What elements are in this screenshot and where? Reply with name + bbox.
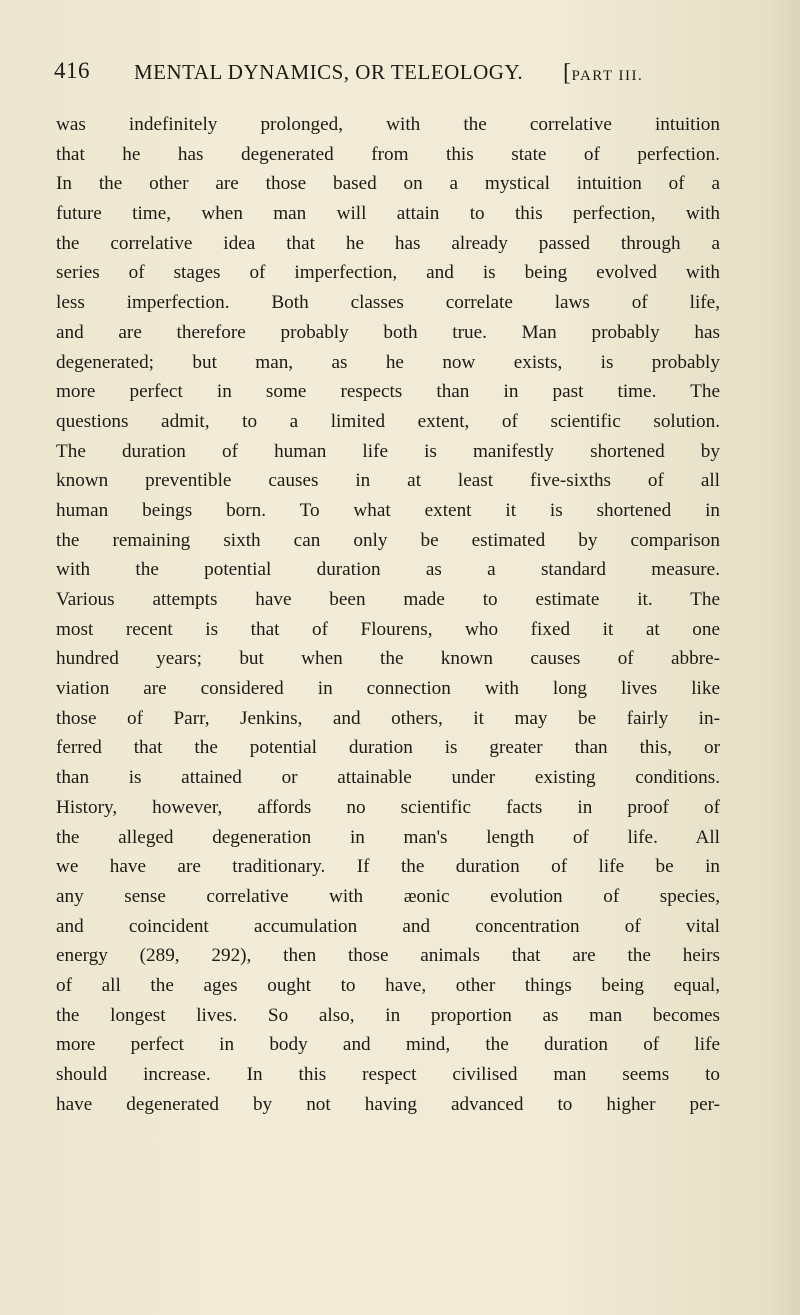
part-label: PART III. xyxy=(571,68,644,84)
text-line: of all the ages ought to have, other things being equal, xyxy=(56,974,720,996)
text-line: than is attained or attainable under existing conditions. xyxy=(56,767,720,789)
text-line: The duration of human life is manifestly shortened by xyxy=(56,440,720,462)
text-line: should increase. In this respect civilised man seems to xyxy=(56,1064,720,1085)
text-line: History, however, affords no scientific facts in proof of xyxy=(56,796,720,818)
text-line: and coincident accumulation and concentration of vital xyxy=(56,915,720,937)
text-line: Various attempts have been made to estimate it. The xyxy=(56,589,720,610)
text-line: more perfect in body and mind, the duration of life xyxy=(56,1034,720,1056)
text-line: with the potential duration as a standard measure. xyxy=(56,559,720,581)
page-number: 416 xyxy=(54,58,90,83)
text-line: that he has degenerated from this state of perfection. xyxy=(56,143,720,165)
text-line: questions admit, to a limited extent, of scientific solution. xyxy=(56,410,720,432)
text-line: and are therefore probably both true. Man probably has xyxy=(56,321,720,343)
text-line: future time, when man will attain to this perfection, with xyxy=(56,203,720,225)
text-line: the longest lives. So also, in proportion as man becomes xyxy=(56,1004,720,1026)
text-line: known preventible causes in at least five-sixths of all xyxy=(56,470,720,492)
body-text xyxy=(56,110,720,1119)
text-line: the remaining sixth can only be estimated by comparison xyxy=(56,529,720,551)
text-line: less imperfection. Both classes correlate laws of life, xyxy=(56,292,720,314)
text-line: degenerated; but man, as he now exists, is probably xyxy=(56,351,720,373)
text-line: those of Parr, Jenkins, and others, it may be fairly in- xyxy=(56,707,720,729)
text-line: energy (289, 292), then those animals that are the heirs xyxy=(56,945,720,967)
running-head xyxy=(54,56,714,96)
running-title: MENTAL DYNAMICS, OR TELEOLOGY. xyxy=(134,60,524,84)
text-line: human beings born. To what extent it is shortened in xyxy=(56,499,720,521)
text-line: any sense correlative with æonic evolution of species, xyxy=(56,885,720,907)
text-line: have degenerated by not having advanced to higher per- xyxy=(56,1093,720,1115)
text-line: we have are traditionary. If the duration of life be in xyxy=(56,856,720,878)
text-line: most recent is that of Flourens, who fixed it at one xyxy=(56,618,720,640)
text-line: hundred years; but when the known causes of abbre- xyxy=(56,648,720,670)
text-line: In the other are those based on a mystical intuition of a xyxy=(56,173,720,195)
text-line: more perfect in some respects than in past time. The xyxy=(56,381,720,403)
text-line: the alleged degeneration in man's length of life. All xyxy=(56,826,720,848)
text-line: the correlative idea that he has already passed through a xyxy=(56,232,720,254)
text-line: series of stages of imperfection, and is being evolved with xyxy=(56,262,720,284)
text-line: viation are considered in connection with long lives like xyxy=(56,678,720,700)
part-marker xyxy=(563,60,643,87)
text-line: was indefinitely prolonged, with the correlative intuition xyxy=(56,114,720,135)
part-bracket: [ xyxy=(563,60,572,86)
text-line: ferred that the potential duration is greater than this, or xyxy=(56,737,720,759)
